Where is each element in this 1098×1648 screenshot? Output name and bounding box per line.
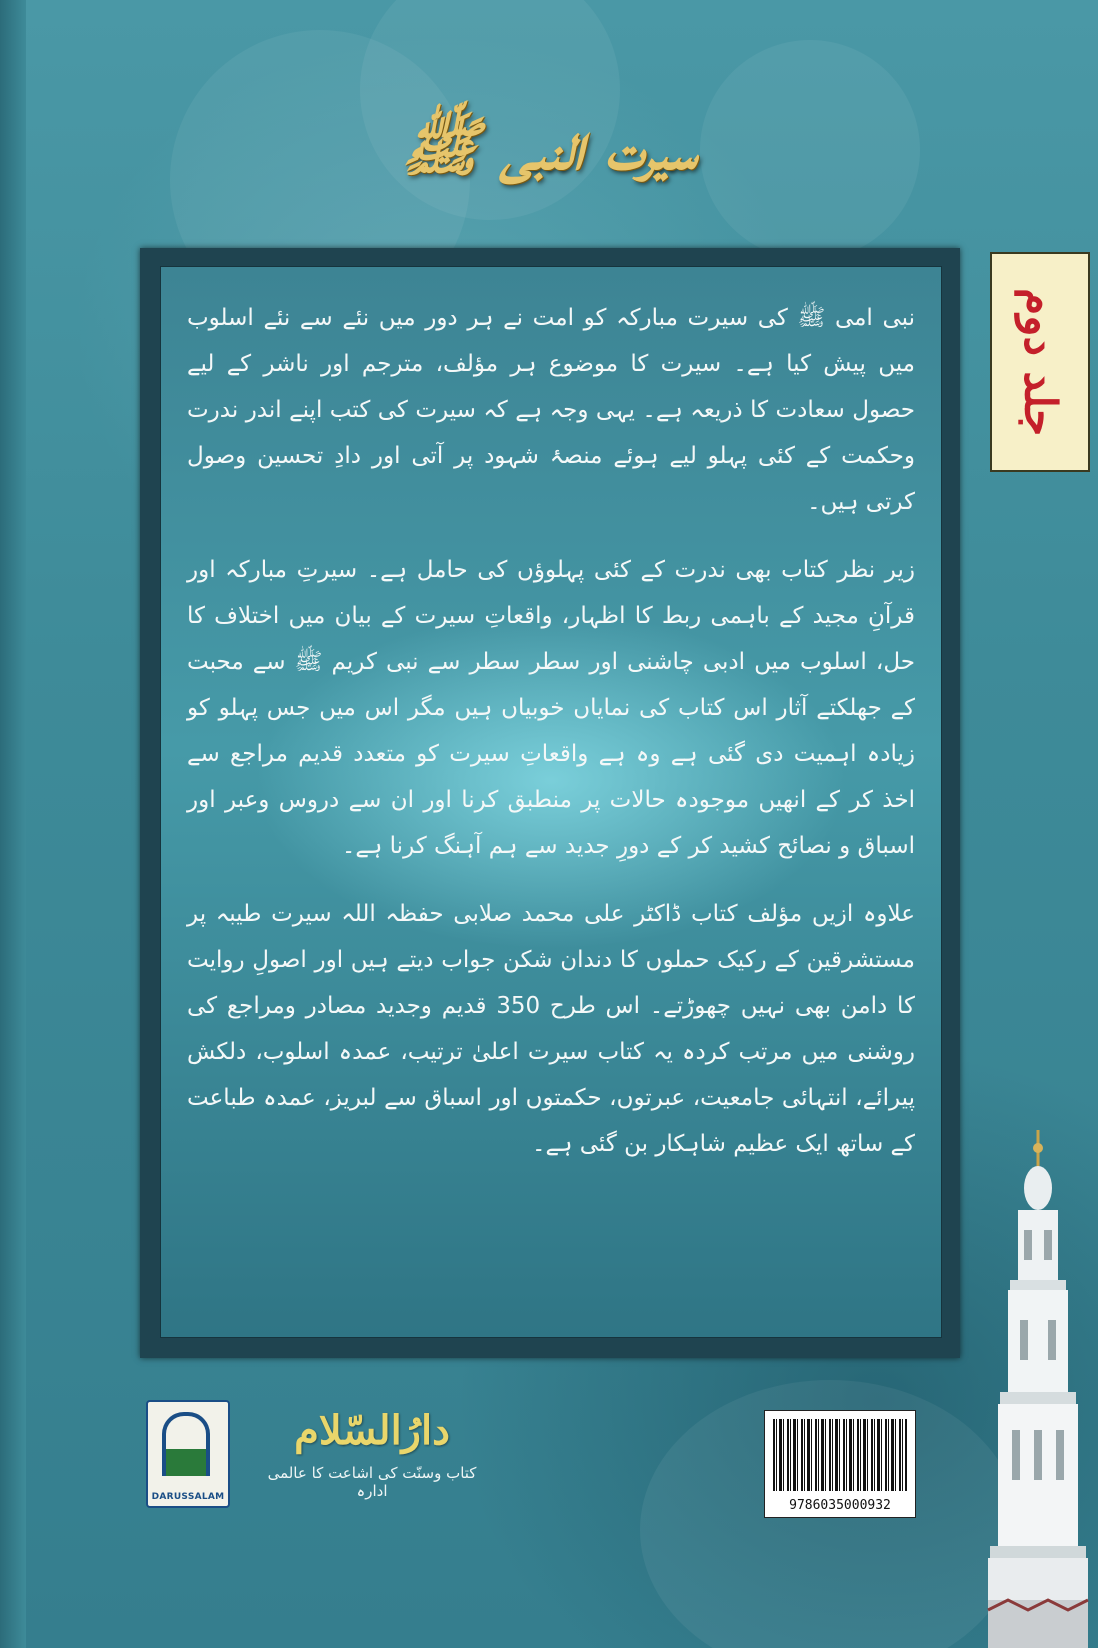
volume-tag xyxy=(990,252,1090,472)
isbn-number: 9786035000932 xyxy=(789,1498,891,1513)
volume-label: جلد دوم xyxy=(1014,287,1066,437)
publisher-name: دارُالسّلام xyxy=(294,1407,450,1454)
barcode-icon xyxy=(764,1410,916,1518)
publisher-tagline: کتاب وسنّت کی اشاعت کا عالمی ادارہ xyxy=(267,1464,477,1500)
blurb-paragraph-1: نبی امی ﷺ کی سیرت مبارکہ کو امت نے ہر دور میں نئے سے نئے اسلوب میں پیش کیا ہے۔ سیرت کا موضوع ہر مؤلف، مترجم اور ناشر کے لیے حصول سعادت کا ذریعہ ہے۔ یہی وجہ ہے کہ سیرت کی کتب اپنے اندر ندرت وحکمت کے کئی پہلو لیے ہوئے منصۂ شہود پر آتی اور دادِ تحسین وصول کرتی ہیں۔ xyxy=(187,305,915,515)
minaret-icon xyxy=(960,1130,1098,1648)
logo-label: DARUSSALAM xyxy=(151,1492,225,1502)
spine-edge xyxy=(0,0,26,1648)
blurb-paragraph-2: زیر نظر کتاب بھی ندرت کے کئی پہلوؤں کی حامل ہے۔ سیرتِ مبارکہ اور قرآنِ مجید کے باہمی ربط کا اظہار، واقعاتِ سیرت کے بیان میں اختلاف کا حل، اسلوب میں ادبی چاشنی اور سطر سطر سے نبی کریم ﷺ سے محبت کے جھلکتے آثار اس کتاب کی نمایاں خوبیاں ہیں مگر اس میں جس پہلو کو زیادہ اہمیت دی گئی ہے وہ ہے واقعاتِ سیرت کو متعدد قدیم مراجع سے اخذ کر کے انھیں موجودہ حالات پر منطبق کرنا اور ان سے دروس وعبر اور اسباق و نصائح کشید کر کے دورِ جدید سے ہم آہنگ کرنا ہے۔ xyxy=(187,557,915,859)
darussalam-logo-icon xyxy=(146,1400,230,1508)
book-title: سیرت النبی ﷺ xyxy=(401,110,697,185)
blurb-panel xyxy=(160,266,942,1338)
blurb-text xyxy=(187,295,915,1189)
barcode-bars xyxy=(773,1419,907,1491)
blurb-paragraph-3: علاوہ ازیں مؤلف کتاب ڈاکٹر علی محمد صلابی حفظہ اللہ سیرت طیبہ پر مستشرقین کے رکیک حملوں کا دندان شکن جواب دیتے ہیں اور اصولِ روایت کا دامن بھی نہیں چھوڑتے۔ اس طرح 350 قدیم وجدید مصادر ومراجع کی روشنی میں مرتب کردہ یہ کتاب سیرت اعلیٰ ترتیب، عمدہ اسلوب، دلکش پیرائے، انتہائی جامعیت، عبرتوں، حکمتوں اور اسباق سے لبریز، عمدہ طباعت کے ساتھ ایک عظیم شاہکار بن گئی ہے۔ xyxy=(187,901,915,1157)
logo-emblem xyxy=(162,1412,210,1476)
publisher-block xyxy=(256,1404,488,1500)
